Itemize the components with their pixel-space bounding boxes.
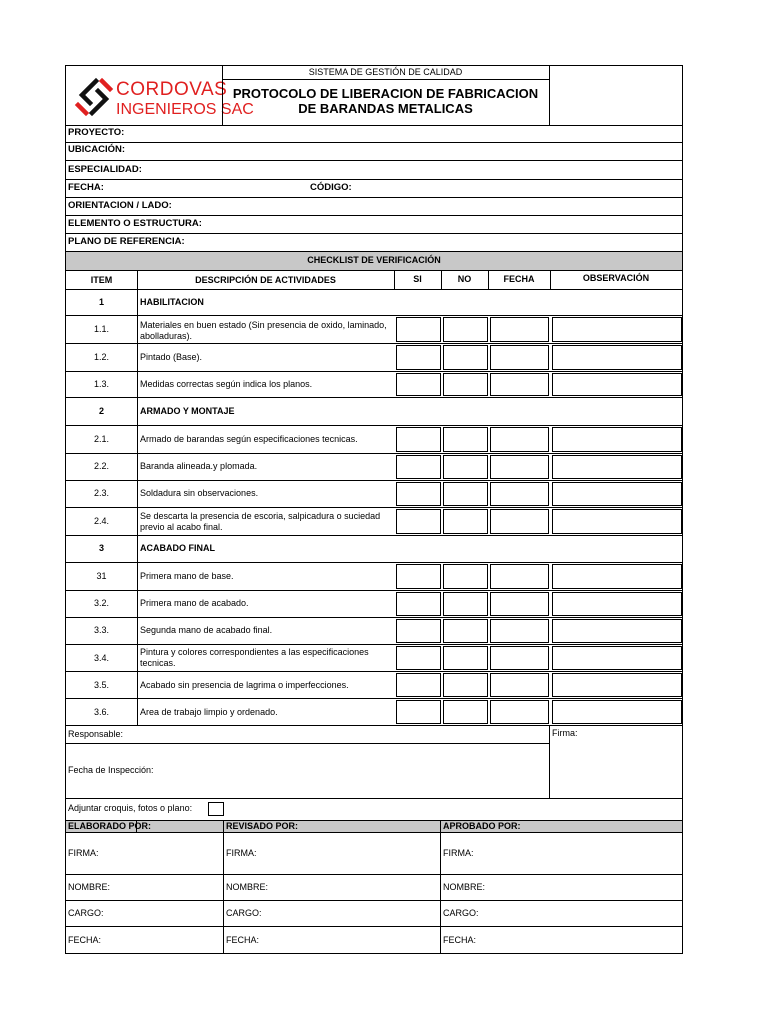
date-input[interactable] <box>490 673 549 697</box>
no-checkbox[interactable] <box>443 564 488 589</box>
date-input[interactable] <box>490 646 549 670</box>
item-number: 1.3. <box>93 379 109 389</box>
prepared-by-label: ELABORADO POR: <box>68 821 151 831</box>
approval-header-band <box>66 821 682 832</box>
signature-field-2: FIRMA: <box>226 848 257 858</box>
item-description: Materiales en buen estado (Sin presencia de oxido, laminado, abolladuras). <box>140 320 387 341</box>
yes-checkbox[interactable] <box>396 455 441 479</box>
item-number: 3.5. <box>93 680 109 690</box>
yes-checkbox[interactable] <box>396 673 441 697</box>
item-number: 2.1. <box>93 434 109 444</box>
name-field-2: NOMBRE: <box>226 882 269 892</box>
company-name: CORDOVAS <box>116 79 228 100</box>
attach-label: Adjuntar croquis, fotos o plano: <box>68 803 193 813</box>
observation-input[interactable] <box>552 592 682 616</box>
yes-checkbox[interactable] <box>396 482 441 506</box>
date-field-1: FECHA: <box>68 935 102 945</box>
observation-input[interactable] <box>552 482 682 506</box>
no-checkbox[interactable] <box>443 345 488 370</box>
col-no-header: NO <box>457 274 472 284</box>
col-item-header: ITEM <box>90 275 113 285</box>
section-number: 3 <box>98 543 104 553</box>
signature-field-1: FIRMA: <box>68 848 99 858</box>
company-logo <box>72 72 254 122</box>
section-number: 2 <box>98 406 104 416</box>
logo-mark-icon <box>74 76 114 118</box>
orientation-field-label: ORIENTACION / LADO: <box>68 200 172 211</box>
signature-label: Firma: <box>552 728 578 738</box>
item-number: 1.1. <box>93 324 109 334</box>
item-description: Medidas correctas según indica los planos. <box>140 379 313 389</box>
observation-input[interactable] <box>552 317 682 342</box>
yes-checkbox[interactable] <box>396 345 441 370</box>
item-description: Area de trabajo limpio y ordenado. <box>140 707 278 717</box>
item-number: 2.2. <box>93 461 109 471</box>
no-checkbox[interactable] <box>443 700 488 724</box>
item-description: Primera mano de acabado. <box>140 598 249 608</box>
observation-input[interactable] <box>552 509 682 534</box>
code-field-label: CÓDIGO: <box>310 182 352 193</box>
item-number: 3.6. <box>93 707 109 717</box>
no-checkbox[interactable] <box>443 673 488 697</box>
reviewed-by-label: REVISADO POR: <box>226 821 299 831</box>
date-input[interactable] <box>490 564 549 589</box>
col-observation-header: OBSERVACIÓN <box>582 273 650 283</box>
no-checkbox[interactable] <box>443 317 488 342</box>
attach-checkbox[interactable] <box>208 802 224 816</box>
date-input[interactable] <box>490 373 549 396</box>
date-input[interactable] <box>490 455 549 479</box>
col-yes-header: SI <box>413 274 422 284</box>
observation-input[interactable] <box>552 646 682 670</box>
item-number: 1.2. <box>93 352 109 362</box>
document-title-line1: PROTOCOLO DE LIBERACION DE FABRICACION <box>232 86 539 101</box>
yes-checkbox[interactable] <box>396 373 441 396</box>
specialty-field-label: ESPECIALIDAD: <box>68 164 142 175</box>
col-date-header: FECHA <box>503 274 535 284</box>
position-field-3: CARGO: <box>443 908 479 918</box>
date-input[interactable] <box>490 482 549 506</box>
item-number: 3.4. <box>93 653 109 663</box>
observation-input[interactable] <box>552 700 682 724</box>
item-description: Baranda alineada.y plomada. <box>140 461 258 471</box>
yes-checkbox[interactable] <box>396 619 441 643</box>
checklist-title: CHECKLIST DE VERIFICACIÓN <box>307 255 441 265</box>
yes-checkbox[interactable] <box>396 700 441 724</box>
yes-checkbox[interactable] <box>396 317 441 342</box>
item-description: Pintado (Base). <box>140 352 203 362</box>
no-checkbox[interactable] <box>443 427 488 452</box>
no-checkbox[interactable] <box>443 646 488 670</box>
position-field-2: CARGO: <box>226 908 262 918</box>
observation-input[interactable] <box>552 564 682 589</box>
no-checkbox[interactable] <box>443 509 488 534</box>
no-checkbox[interactable] <box>443 482 488 506</box>
yes-checkbox[interactable] <box>396 427 441 452</box>
element-field-label: ELEMENTO O ESTRUCTURA: <box>68 218 202 229</box>
inspection-date-label: Fecha de Inspección: <box>68 765 154 775</box>
project-field-label: PROYECTO: <box>68 127 125 138</box>
col-description-header: DESCRIPCIÓN DE ACTIVIDADES <box>195 275 336 285</box>
no-checkbox[interactable] <box>443 455 488 479</box>
quality-system-label: SISTEMA DE GESTIÓN DE CALIDAD <box>308 67 463 77</box>
section-title: ACABADO FINAL <box>140 543 215 553</box>
item-number: 2.4. <box>93 516 109 526</box>
company-suffix: INGENIEROS SAC <box>116 101 254 118</box>
protocol-form <box>65 65 683 954</box>
date-input[interactable] <box>490 427 549 452</box>
observation-input[interactable] <box>552 619 682 643</box>
observation-input[interactable] <box>552 373 682 396</box>
yes-checkbox[interactable] <box>396 564 441 589</box>
item-description: Armado de barandas según especificaciones tecnicas. <box>140 434 358 444</box>
observation-input[interactable] <box>552 673 682 697</box>
document-title-line2: DE BARANDAS METALICAS <box>298 101 473 116</box>
no-checkbox[interactable] <box>443 373 488 396</box>
item-description: Segunda mano de acabado final. <box>140 625 273 635</box>
position-field-1: CARGO: <box>68 908 104 918</box>
date-field-2: FECHA: <box>226 935 260 945</box>
date-input[interactable] <box>490 592 549 616</box>
section-title: ARMADO Y MONTAJE <box>140 406 235 416</box>
yes-checkbox[interactable] <box>396 646 441 670</box>
yes-checkbox[interactable] <box>396 509 441 534</box>
observation-input[interactable] <box>552 427 682 452</box>
date-input[interactable] <box>490 619 549 643</box>
item-description: Primera mano de base. <box>140 571 234 581</box>
responsible-label: Responsable: <box>68 729 124 739</box>
section-title: HABILITACION <box>140 297 204 307</box>
date-input[interactable] <box>490 317 549 342</box>
no-checkbox[interactable] <box>443 619 488 643</box>
section-number: 1 <box>98 297 104 307</box>
item-number: 3.3. <box>93 625 109 635</box>
observation-input[interactable] <box>552 345 682 370</box>
item-description: Pintura y colores correspondientes a las especificaciones tecnicas. <box>140 647 369 668</box>
item-number: 31 <box>96 571 107 581</box>
yes-checkbox[interactable] <box>396 592 441 616</box>
location-field-label: UBICACIÓN: <box>68 144 125 155</box>
item-description: Se descarta la presencia de escoria, salpicadura o suciedad previo al acabo final. <box>140 511 381 532</box>
reference-plan-field-label: PLANO DE REFERENCIA: <box>68 236 185 247</box>
item-number: 3.2. <box>93 598 109 608</box>
date-input[interactable] <box>490 700 549 724</box>
no-checkbox[interactable] <box>443 592 488 616</box>
item-description: Soldadura sin observaciones. <box>140 488 259 498</box>
item-number: 2.3. <box>93 488 109 498</box>
date-field-3: FECHA: <box>443 935 477 945</box>
approved-by-label: APROBADO POR: <box>443 821 521 831</box>
date-input[interactable] <box>490 509 549 534</box>
date-input[interactable] <box>490 345 549 370</box>
item-description: Acabado sin presencia de lagrima o imperfecciones. <box>140 680 349 690</box>
observation-input[interactable] <box>552 455 682 479</box>
name-field-1: NOMBRE: <box>68 882 111 892</box>
date-field-label: FECHA: <box>68 182 104 193</box>
name-field-3: NOMBRE: <box>443 882 486 892</box>
signature-field-3: FIRMA: <box>443 848 474 858</box>
